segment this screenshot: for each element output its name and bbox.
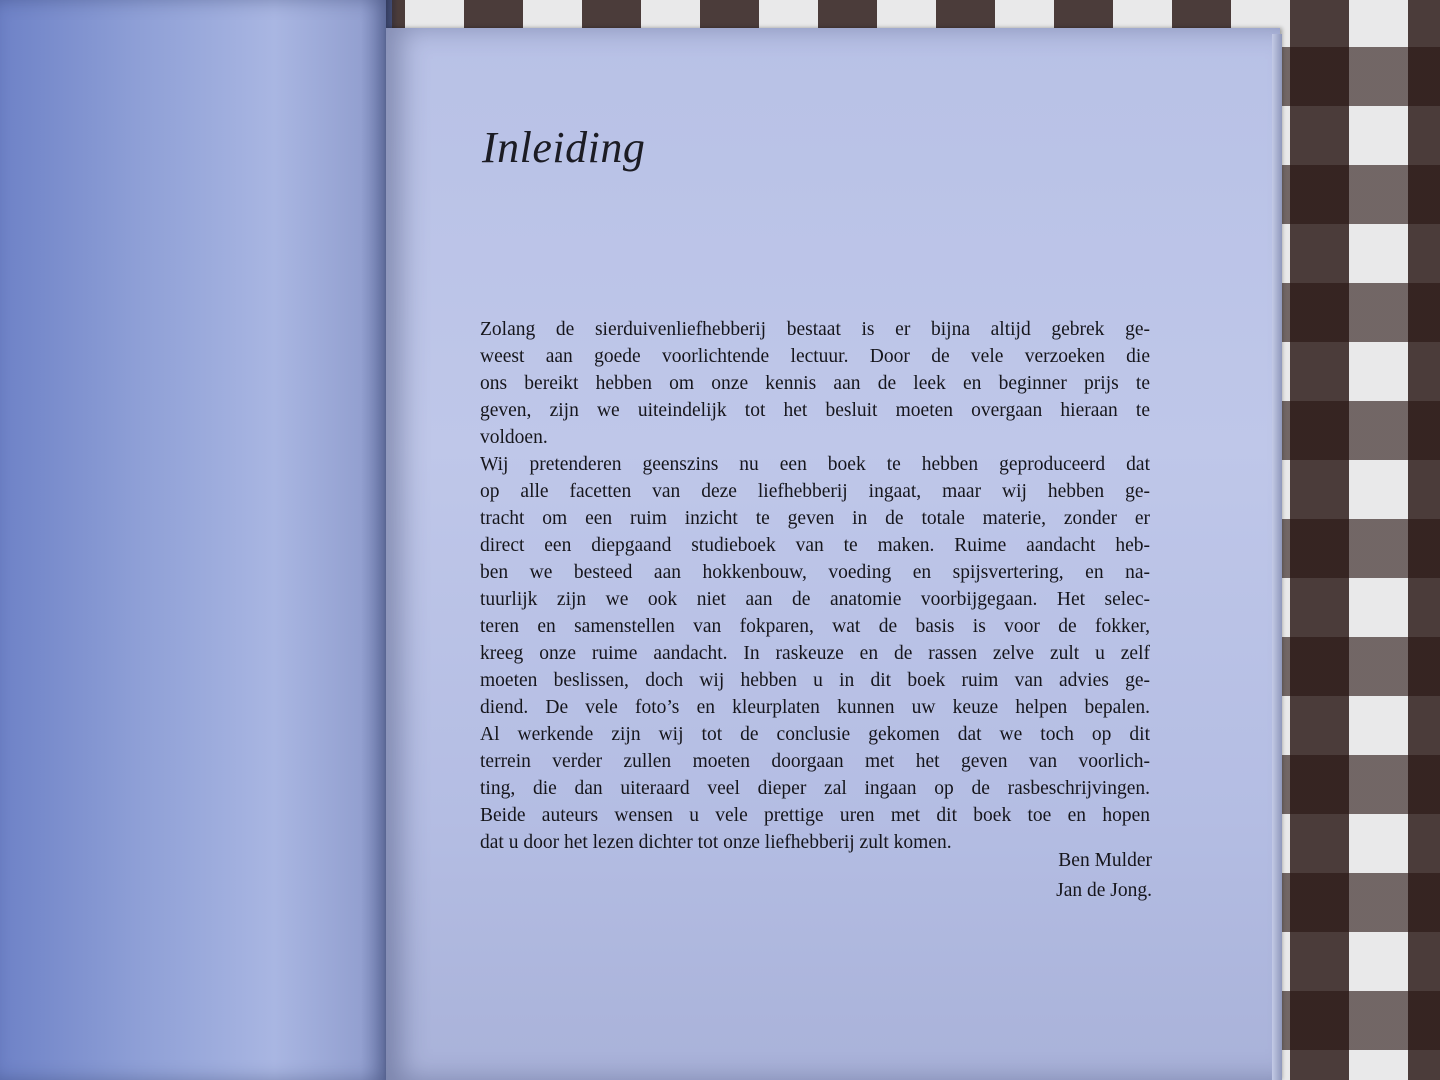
- text-line: tracht om een ruim inzicht te geven in de totale materie, zonder er: [480, 508, 1150, 529]
- text-line: Zolang de sierduivenliefhebberij bestaat is er bijna altijd gebrek ge-: [480, 319, 1150, 340]
- author-signatures: [900, 846, 1152, 906]
- introduction-paragraph: [480, 316, 1150, 856]
- page-edge: [1272, 34, 1282, 1080]
- text-line: direct een diepgaand studieboek van te maken. Ruime aandacht heb-: [480, 535, 1150, 556]
- text-line: terrein verder zullen moeten doorgaan met het geven van voorlich-: [480, 751, 1150, 772]
- text-line: ting, die dan uiteraard veel dieper zal ingaan op de rasbeschrijvingen.: [480, 778, 1150, 799]
- text-line: op alle facetten van deze liefhebberij ingaat, maar wij hebben ge-: [480, 481, 1150, 502]
- text-line: dat u door het lezen dichter tot onze liefhebberij zult komen.: [480, 832, 952, 853]
- text-line: ben we besteed aan hokkenbouw, voeding en spijsvertering, en na-: [480, 562, 1150, 583]
- text-line: weest aan goede voorlichtende lectuur. Door de vele verzoeken die: [480, 346, 1150, 367]
- author-name: Jan de Jong.: [1056, 880, 1152, 901]
- text-line: voldoen.: [480, 427, 548, 448]
- text-line: Wij pretenderen geenszins nu een boek te hebben geproduceerd dat: [480, 454, 1150, 475]
- text-line: moeten beslissen, doch wij hebben u in dit boek ruim van advies ge-: [480, 670, 1150, 691]
- text-line: diend. De vele foto’s en kleurplaten kunnen uw keuze helpen bepalen.: [480, 697, 1150, 718]
- chapter-heading: Inleiding: [482, 123, 646, 172]
- text-line: kreeg onze ruime aandacht. In raskeuze en de rassen zelve zult u zelf: [480, 643, 1150, 664]
- text-line: geven, zijn we uiteindelijk tot het besluit moeten overgaan hieraan te: [480, 400, 1150, 421]
- left-book-page: [0, 0, 392, 1080]
- text-line: ons bereikt hebben om onze kennis aan de leek en beginner prijs te: [480, 373, 1150, 394]
- text-line: tuurlijk zijn we ook niet aan de anatomie voorbijgegaan. Het selec-: [480, 589, 1150, 610]
- text-line: Beide auteurs wensen u vele prettige uren met dit boek toe en hopen: [480, 805, 1150, 826]
- text-line: teren en samenstellen van fokparen, wat de basis is voor de fokker,: [480, 616, 1150, 637]
- author-name: Ben Mulder: [1058, 850, 1152, 871]
- text-line: Al werkende zijn wij tot de conclusie gekomen dat we toch op dit: [480, 724, 1150, 745]
